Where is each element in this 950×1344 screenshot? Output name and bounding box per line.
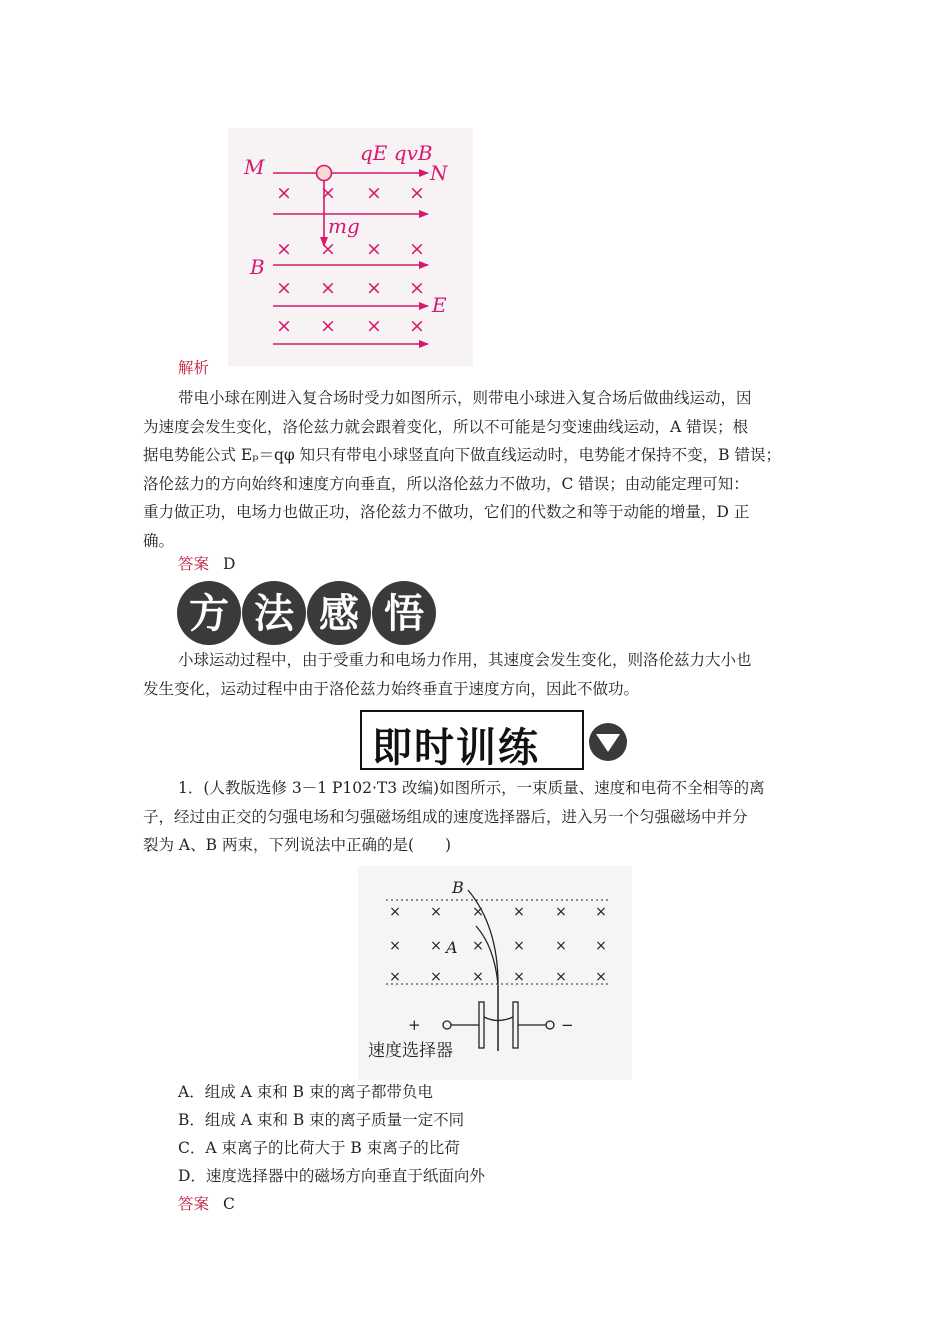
banner-char: 法 bbox=[254, 591, 294, 637]
training-banner bbox=[360, 710, 628, 772]
label-N: N bbox=[430, 161, 448, 185]
svg-text:×: × bbox=[513, 969, 525, 985]
method-line: 发生变化，运动过程中由于洛伦兹力始终垂直于速度方向，因此不做功。 bbox=[143, 679, 640, 698]
training-banner-box bbox=[360, 710, 584, 770]
svg-text:×: × bbox=[513, 938, 525, 954]
analysis-line: 据电势能公式 Eₚ＝qφ 知只有带电小球竖直向下做直线运动时，电势能才保持不变，B 错误； bbox=[143, 446, 781, 464]
svg-text:×: × bbox=[276, 315, 292, 337]
analysis-line: 确。 bbox=[143, 531, 175, 550]
method-line: 小球运动过程中，由于受重力和电场力作用，其速度会发生变化，则洛伦兹力大小也 bbox=[178, 651, 752, 669]
svg-text:×: × bbox=[555, 938, 567, 954]
svg-text:×: × bbox=[430, 969, 442, 985]
answer-2-label: 答案 bbox=[178, 1195, 210, 1213]
caption-velocity-selector: 速度选择器 bbox=[368, 1041, 453, 1061]
answer-2-value: C bbox=[223, 1195, 235, 1213]
answer-1-value: D bbox=[223, 555, 236, 573]
label-plus: + bbox=[408, 1016, 421, 1034]
analysis-text bbox=[143, 384, 818, 555]
method-banner bbox=[176, 580, 446, 646]
answer-2 bbox=[178, 1192, 235, 1214]
svg-text:×: × bbox=[430, 938, 442, 954]
option-c: C．A 束离子的比荷大于 B 束离子的比荷 bbox=[178, 1139, 460, 1157]
analysis-label: 解析 bbox=[178, 359, 210, 377]
svg-text:×: × bbox=[389, 969, 401, 985]
option-d: D．速度选择器中的磁场方向垂直于纸面向外 bbox=[178, 1167, 485, 1185]
svg-text:×: × bbox=[472, 904, 484, 920]
svg-text:×: × bbox=[366, 238, 382, 260]
svg-text:×: × bbox=[320, 277, 336, 299]
label-minus: − bbox=[561, 1016, 574, 1034]
method-text bbox=[143, 646, 818, 703]
banner-char: 方 bbox=[189, 591, 229, 637]
banner-char: 悟 bbox=[384, 591, 424, 637]
label-B: B bbox=[250, 255, 265, 279]
svg-text:×: × bbox=[409, 315, 425, 337]
svg-text:×: × bbox=[555, 969, 567, 985]
answer-1 bbox=[178, 552, 235, 574]
option-b: B．组成 A 束和 B 束的离子质量一定不同 bbox=[178, 1111, 465, 1129]
svg-text:×: × bbox=[276, 238, 292, 260]
svg-text:×: × bbox=[472, 969, 484, 985]
svg-text:×: × bbox=[472, 938, 484, 954]
question-line: 子，经过由正交的匀强电场和匀强磁场组成的速度选择器后，进入另一个匀强磁场中并分 bbox=[143, 807, 748, 826]
label-B-beam: B bbox=[452, 878, 464, 897]
charged-ball bbox=[317, 166, 332, 181]
svg-text:×: × bbox=[513, 904, 525, 920]
question-line: 裂为 A、B 两束，下列说法中正确的是( ) bbox=[143, 836, 452, 854]
svg-text:×: × bbox=[409, 238, 425, 260]
svg-text:×: × bbox=[366, 315, 382, 337]
svg-text:×: × bbox=[276, 182, 292, 204]
analysis-line: 为速度会发生变化，洛伦兹力就会跟着变化，所以不可能是匀变速曲线运动，A 错误；根 bbox=[143, 417, 749, 436]
svg-text:×: × bbox=[595, 938, 607, 954]
svg-text:×: × bbox=[595, 904, 607, 920]
answer-1-label: 答案 bbox=[178, 555, 210, 573]
svg-text:×: × bbox=[366, 277, 382, 299]
label-E: E bbox=[432, 293, 447, 317]
question-text bbox=[143, 774, 818, 860]
field-diagram-1 bbox=[228, 128, 473, 366]
svg-text:×: × bbox=[366, 182, 382, 204]
analysis-line: 带电小球在刚进入复合场时受力如图所示，则带电小球进入复合场后做曲线运动，因 bbox=[178, 389, 752, 407]
field-diagram-2 bbox=[358, 866, 632, 1080]
label-mg: mg bbox=[328, 214, 360, 238]
analysis-line: 重力做正功，电场力也做正功，洛伦兹力不做功，它们的代数之和等于动能的增量，D 正 bbox=[143, 503, 750, 521]
svg-text:×: × bbox=[389, 904, 401, 920]
label-A-beam: A bbox=[446, 938, 458, 957]
svg-text:×: × bbox=[320, 315, 336, 337]
svg-text:×: × bbox=[595, 969, 607, 985]
question-line: 1．(人教版选修 3－1 P102·T3 改编)如图所示，一束质量、速度和电荷不全相等的离 bbox=[178, 779, 765, 797]
svg-text:×: × bbox=[430, 904, 442, 920]
training-title: 即时训练 bbox=[372, 725, 540, 771]
svg-text:×: × bbox=[320, 238, 336, 260]
figure-velocity-selector bbox=[358, 866, 632, 1080]
option-a: A．组成 A 束和 B 束的离子都带负电 bbox=[178, 1083, 433, 1101]
label-M: M bbox=[244, 155, 265, 179]
svg-text:×: × bbox=[409, 277, 425, 299]
label-forces: qE qvB bbox=[360, 141, 433, 165]
svg-text:×: × bbox=[409, 182, 425, 204]
figure-charged-ball-field bbox=[228, 128, 473, 366]
svg-text:×: × bbox=[320, 182, 336, 204]
analysis-line: 洛伦兹力的方向始终和速度方向垂直，所以洛伦兹力不做功，C 错误；由动能定理可知： bbox=[143, 474, 749, 493]
svg-text:×: × bbox=[555, 904, 567, 920]
svg-text:×: × bbox=[389, 938, 401, 954]
svg-text:×: × bbox=[276, 277, 292, 299]
banner-char: 感 bbox=[319, 591, 359, 637]
triangle-down-icon bbox=[588, 722, 628, 762]
